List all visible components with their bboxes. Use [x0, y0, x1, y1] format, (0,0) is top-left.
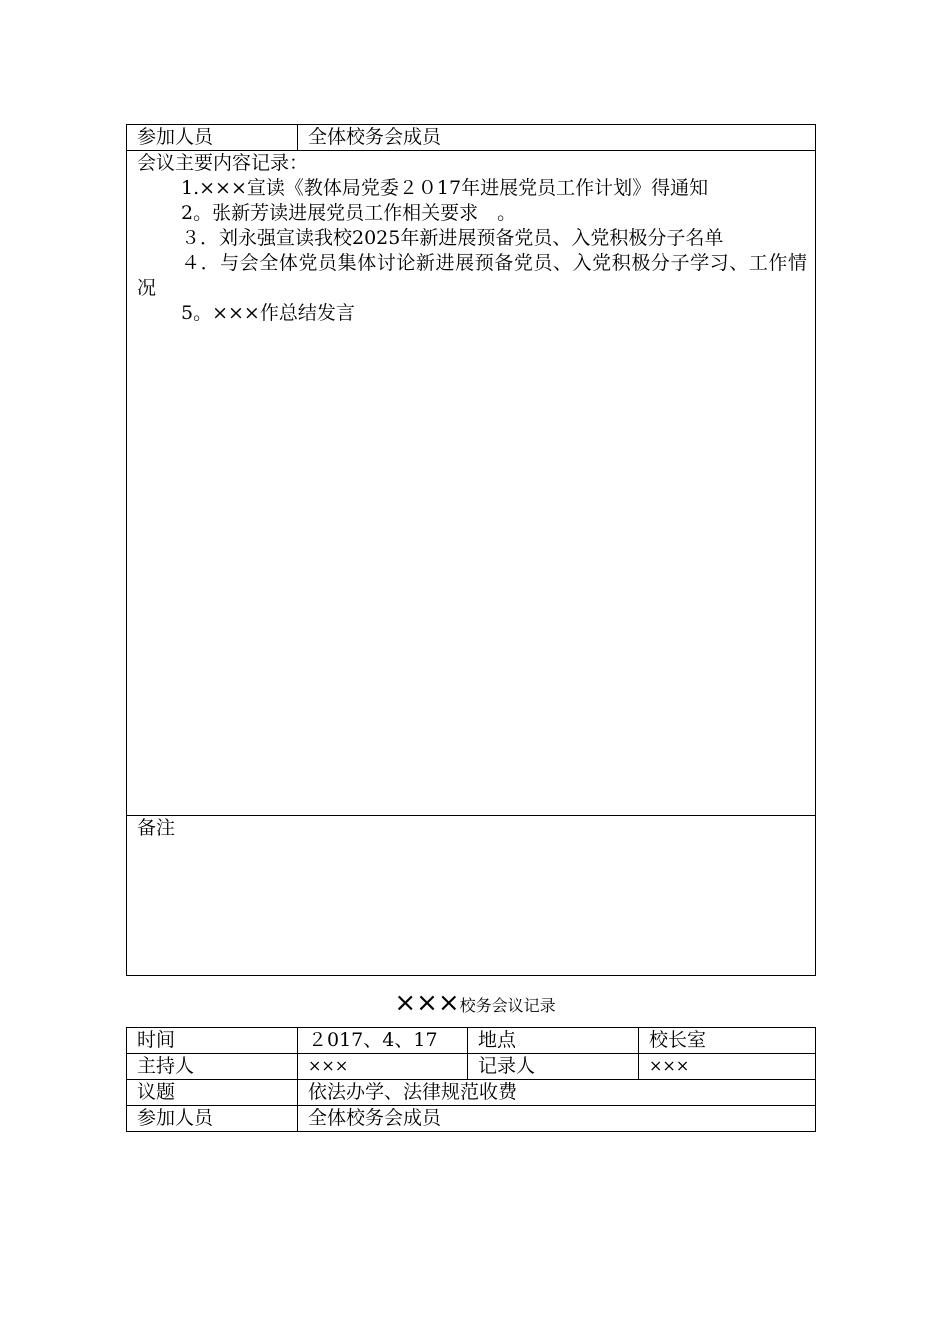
host-recorder-row — [127, 1054, 816, 1080]
meeting-record-table-continued — [126, 124, 816, 976]
time-label: 时间 — [127, 1028, 298, 1054]
topic-label: 议题 — [127, 1080, 298, 1106]
time-value: ２017、4、17 — [298, 1028, 468, 1054]
content-item-4: ４．与会全体党员集体讨论新进展预备党员、入党积极分子学习、工作情况 — [137, 252, 807, 299]
content-row — [127, 151, 816, 816]
recorder-value: ××× — [639, 1054, 816, 1080]
content-heading: 会议主要内容记录： — [137, 152, 309, 174]
notes-label: 备注 — [127, 816, 816, 976]
place-label: 地点 — [468, 1028, 639, 1054]
topic-row — [127, 1080, 816, 1106]
topic-value: 依法办学、法律规范收费 — [298, 1080, 816, 1106]
attendees-label: 参加人员 — [127, 125, 298, 151]
notes-row — [127, 816, 816, 976]
host-label: 主持人 — [127, 1054, 298, 1080]
content-cell — [127, 151, 816, 816]
title-placeholder-mark: ××× — [394, 988, 460, 1018]
content-item-5: 5。×××作总结发言 — [181, 302, 355, 324]
attendees-row — [127, 125, 816, 151]
attendees-label: 参加人员 — [127, 1106, 298, 1132]
content-item-2: 2。张新芳读进展党员工作相关要求 。 — [181, 202, 517, 224]
place-value: 校长室 — [639, 1028, 816, 1054]
attendees-row — [127, 1106, 816, 1132]
document-title — [0, 986, 950, 1023]
time-place-row — [127, 1028, 816, 1054]
recorder-label: 记录人 — [468, 1054, 639, 1080]
title-text: 校务会议记录 — [459, 996, 556, 1015]
attendees-value: 全体校务会成员 — [298, 125, 816, 151]
attendees-value: 全体校务会成员 — [298, 1106, 816, 1132]
host-value: ××× — [298, 1054, 468, 1080]
content-item-3: ３．刘永强宣读我校2025年新进展预备党员、入党积极分子名单 — [181, 227, 724, 249]
meeting-record-table — [126, 1027, 816, 1132]
content-item-1: 1.×××宣读《教体局党委２０17年进展党员工作计划》得通知 — [181, 177, 709, 199]
